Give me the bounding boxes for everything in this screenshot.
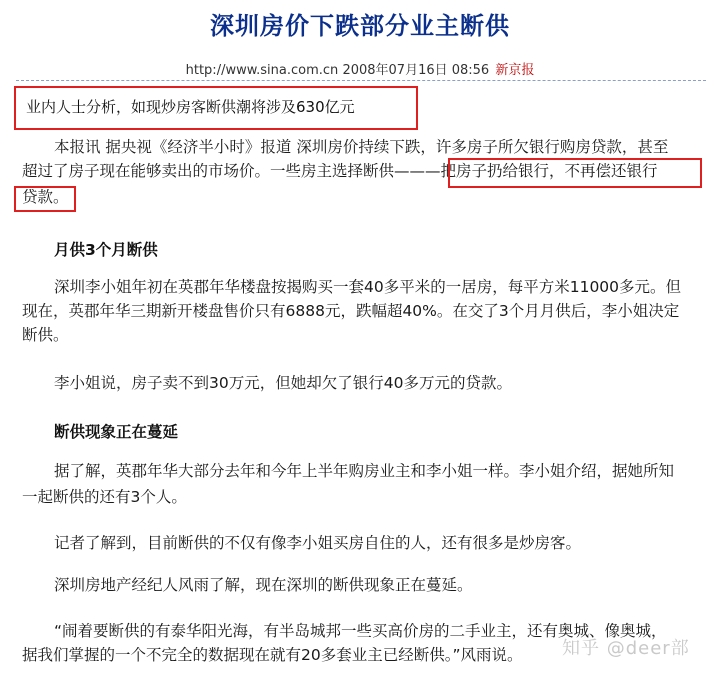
section2-line5: “闹着要断供的有泰华阳光海，有半岛城邦一些买高价房的二手业主，还有奥城、像奥城， [54, 622, 667, 640]
section-title-1: 月供3个月断供 [54, 241, 158, 259]
paragraph-intro-line1: 本报讯 据央视《经济半小时》报道 深圳房价持续下跌，许多房子所欠银行购房贷款，甚至 [54, 138, 669, 156]
section1-line1: 深圳李小姐年初在英郡年华楼盘按揭购买一套40多平米的一居房，每平方米11000多元。但 [54, 278, 682, 296]
section2-line6: 据我们掌握的一个不完全的数据现在就有20多套业主已经断供。”风雨说。 [22, 646, 523, 664]
highlight-box-quote-1 [448, 158, 702, 188]
article-datetime: 2008年07月16日 08:56 [342, 63, 490, 78]
section2-line2: 一起断供的还有3个人。 [22, 488, 187, 506]
paragraph-intro-line2: 超过了房子现在能够卖出的市场价。一些房主选择断供———把房子扔给银行，不再偿还银行 [22, 162, 658, 180]
section1-line3: 断供。 [22, 326, 69, 344]
article-subhead: 业内人士分析，如现炒房客断供潮将涉及630亿元 [26, 98, 355, 116]
section2-line3: 记者了解到，目前断供的不仅有像李小姐买房自住的人，还有很多是炒房客。 [54, 534, 582, 552]
divider [16, 80, 706, 81]
section2-line1: 据了解，英郡年华大部分去年和今年上半年购房业主和李小姐一样。李小姐介绍，据她所知 [54, 462, 675, 480]
watermark: 知乎 @deer部 [562, 638, 690, 659]
section1-line4: 李小姐说，房子卖不到30万元，但她却欠了银行40多万元的贷款。 [54, 374, 512, 392]
section1-line2: 现在，英郡年华三期新开楼盘售价只有6888元，跌幅超40%。在交了3个月月供后，李小姐决定 [22, 302, 680, 320]
section-title-2: 断供现象正在蔓延 [54, 423, 179, 441]
article-meta [0, 59, 720, 78]
article-source[interactable]: 新京报 [495, 63, 535, 78]
highlight-box-quote-2 [14, 186, 76, 212]
paragraph-intro-line3: 贷款。 [22, 188, 69, 206]
article-url[interactable]: http://www.sina.com.cn [185, 63, 339, 78]
article-title: 深圳房价下跌部分业主断供 [210, 12, 510, 40]
section2-line4: 深圳房地产经纪人风雨了解，现在深圳的断供现象正在蔓延。 [54, 576, 473, 594]
